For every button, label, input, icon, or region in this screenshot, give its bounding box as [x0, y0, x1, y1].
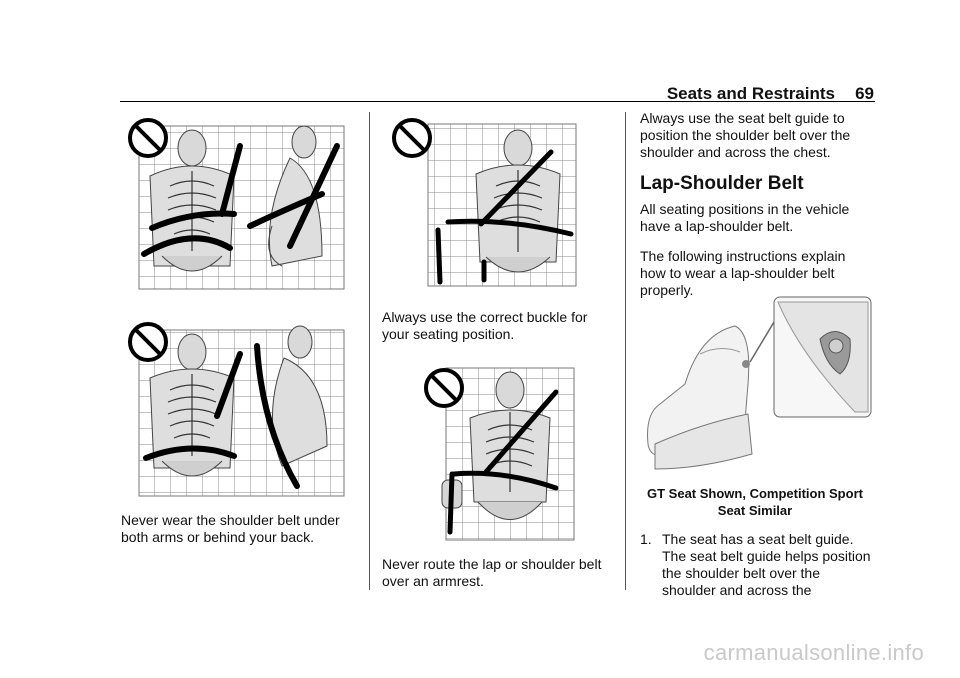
- column-divider: [625, 112, 626, 590]
- list-item-text: The seat has a seat belt guide. The seat belt guide helps position the shoulder belt over the shoulder and across the: [662, 531, 871, 598]
- col3-para2: The following instructions explain how to wear a lap-shoulder belt properly.: [640, 248, 846, 298]
- col3-para1: All seating positions in the vehicle have a lap-shoulder belt.: [640, 201, 850, 234]
- list-item-number: 1.: [640, 531, 652, 547]
- no-belt-behind-back-illustration: [122, 316, 347, 498]
- list-item: [640, 531, 880, 598]
- figure-caption: GT Seat Shown, Competition Sport Seat Similar: [647, 486, 863, 518]
- watermark: [0, 640, 960, 666]
- prohibited-icon: [130, 324, 166, 360]
- page-header: [0, 78, 960, 108]
- watermark-text: carmanualsonline.info: [703, 640, 924, 665]
- prohibited-icon: [130, 120, 166, 156]
- section-title: Seats and Restraints: [666, 84, 835, 103]
- col2-text-correct-buckle: Always use the correct buckle for your seating position.: [382, 309, 588, 342]
- col1-text: Never wear the shoulder belt under both arms or behind your back.: [121, 512, 340, 545]
- header-rule: [120, 101, 875, 102]
- section-heading: Lap-Shoulder Belt: [640, 173, 804, 194]
- col3-intro: Always use the seat belt guide to position the shoulder belt over the shoulder and across the chest.: [640, 110, 851, 160]
- prohibited-icon: [426, 370, 462, 406]
- seat-belt-guide-illustration: [640, 294, 875, 479]
- col2-text-armrest: Never route the lap or shoulder belt over an armrest.: [382, 556, 602, 589]
- column-divider: [369, 112, 370, 590]
- wrong-buckle-illustration: [386, 112, 581, 292]
- no-belt-under-arms-illustration: [122, 116, 347, 291]
- page-number: 69: [855, 84, 874, 103]
- prohibited-icon: [394, 120, 430, 156]
- no-armrest-routing-illustration: [414, 362, 579, 544]
